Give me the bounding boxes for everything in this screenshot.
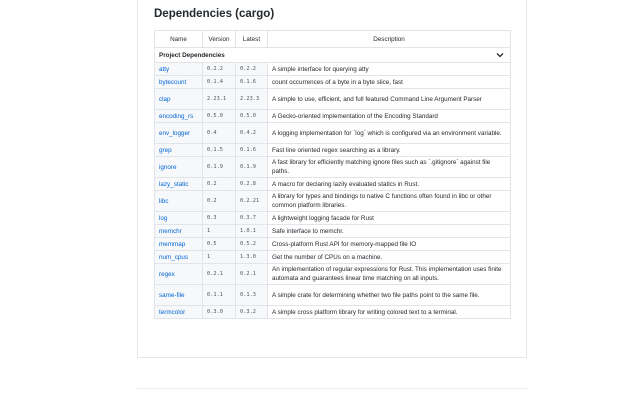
dependency-link[interactable]: memchr <box>159 227 182 235</box>
dependency-latest-version: 0.4.2 <box>236 123 268 144</box>
table-header-row <box>155 31 511 48</box>
table-row <box>155 144 511 157</box>
dependency-latest-version: 0.1.6 <box>236 76 268 89</box>
dependency-link[interactable]: termcolor <box>159 308 186 316</box>
table-row <box>155 306 511 319</box>
dependency-link[interactable]: env_logger <box>159 129 191 137</box>
dependency-name-cell <box>155 225 203 238</box>
dependency-link[interactable]: encoding_rs <box>159 112 194 120</box>
section-divider <box>137 388 527 389</box>
dependency-version: 0.5 <box>203 238 236 251</box>
dependency-link[interactable]: log <box>159 214 168 222</box>
dependency-name-cell <box>155 110 203 123</box>
dependency-description: Cross-platform Rust API for memory-mapped file IO <box>268 238 511 251</box>
dependency-description: A simple interface for querying atty <box>268 63 511 76</box>
dependency-version: 0.5.0 <box>203 110 236 123</box>
dependency-description: Get the number of CPUs on a machine. <box>268 251 511 264</box>
table-row <box>155 157 511 178</box>
dependency-version: 0.4 <box>203 123 236 144</box>
dependency-version: 0.2.1 <box>203 264 236 285</box>
dependency-latest-version: 0.2.21 <box>236 191 268 212</box>
dependency-link[interactable]: same-file <box>159 291 185 299</box>
dependency-description: count occurrences of a byte in a byte slice, fast <box>268 76 511 89</box>
dependency-link[interactable]: grep <box>159 146 172 154</box>
dependency-description: A fast library for efficiently matching ignore files such as `.gitignore` against file paths. <box>268 157 511 178</box>
dependency-name-cell <box>155 212 203 225</box>
column-header-description[interactable]: Description <box>268 31 511 48</box>
dependency-description: A logging implementation for `log` which is configured via an environment variable. <box>268 123 511 144</box>
dependency-name-cell <box>155 178 203 191</box>
dependency-version: 0.2.2 <box>203 63 236 76</box>
table-row <box>155 89 511 110</box>
dependency-version: 0.1.9 <box>203 157 236 178</box>
dependency-link[interactable]: bytecount <box>159 78 187 86</box>
dependency-link[interactable]: memmap <box>159 240 186 248</box>
dependency-description: A simple to use, efficient, and full featured Command Line Argument Parser <box>268 89 511 110</box>
table-row <box>155 238 511 251</box>
table-row <box>155 110 511 123</box>
dependency-version: 0.2 <box>203 178 236 191</box>
group-label: Project Dependencies <box>159 51 225 59</box>
table-row <box>155 225 511 238</box>
dependency-description: A Gecko-oriented implementation of the Encoding Standard <box>268 110 511 123</box>
dependency-link[interactable]: num_cpus <box>159 253 189 261</box>
table-row <box>155 191 511 212</box>
dependency-latest-version: 1.3.0 <box>236 251 268 264</box>
dependency-version: 1 <box>203 251 236 264</box>
dependency-latest-version: 0.1.6 <box>236 144 268 157</box>
dependency-name-cell <box>155 238 203 251</box>
dependency-description: Safe interface to memchr. <box>268 225 511 238</box>
dependency-description: A lightweight logging facade for Rust <box>268 212 511 225</box>
dependency-description: Fast line oriented regex searching as a library. <box>268 144 511 157</box>
dependency-name-cell <box>155 89 203 110</box>
dependency-version: 0.2 <box>203 191 236 212</box>
dependency-latest-version: 0.1.3 <box>236 285 268 306</box>
dependency-latest-version: 0.3.7 <box>236 212 268 225</box>
dependencies-table <box>154 30 511 319</box>
table-row <box>155 76 511 89</box>
dependency-name-cell <box>155 285 203 306</box>
table-row <box>155 285 511 306</box>
dependency-latest-version: 2.23.3 <box>236 89 268 110</box>
dependency-name-cell <box>155 264 203 285</box>
dependency-version: 2.23.1 <box>203 89 236 110</box>
dependency-latest-version: 0.2.1 <box>236 264 268 285</box>
dependency-link[interactable]: clap <box>159 95 171 103</box>
table-row <box>155 212 511 225</box>
dependency-latest-version: 1.0.1 <box>236 225 268 238</box>
dependency-version: 0.1.1 <box>203 285 236 306</box>
dependency-name-cell <box>155 76 203 89</box>
dependency-link[interactable]: atty <box>159 65 170 73</box>
table-row <box>155 178 511 191</box>
dependency-description: A simple cross platform library for writing colored text to a terminal. <box>268 306 511 319</box>
dependency-latest-version: 0.1.9 <box>236 157 268 178</box>
table-row <box>155 123 511 144</box>
dependency-name-cell <box>155 191 203 212</box>
dependency-description: A simple crate for determining whether two file paths point to the same file. <box>268 285 511 306</box>
dependency-version: 0.1.4 <box>203 76 236 89</box>
dependency-name-cell <box>155 144 203 157</box>
dependency-name-cell <box>155 251 203 264</box>
dependency-latest-version: 0.2.8 <box>236 178 268 191</box>
table-row <box>155 264 511 285</box>
dependency-name-cell <box>155 157 203 178</box>
dependency-link[interactable]: lazy_static <box>159 180 189 188</box>
column-header-latest[interactable]: Latest <box>236 31 268 48</box>
dependency-version: 0.1.5 <box>203 144 236 157</box>
dependency-name-cell <box>155 123 203 144</box>
dependency-name-cell <box>155 306 203 319</box>
table-row <box>155 251 511 264</box>
section-title: Dependencies (cargo) <box>154 8 275 20</box>
dependency-description: A macro for declaring lazily evaluated statics in Rust. <box>268 178 511 191</box>
chevron-down-icon[interactable] <box>495 50 505 60</box>
dependency-version: 0.3 <box>203 212 236 225</box>
table-row <box>155 63 511 76</box>
column-header-name[interactable]: Name <box>155 31 203 48</box>
dependency-latest-version: 0.3.2 <box>236 306 268 319</box>
dependency-latest-version: 0.2.2 <box>236 63 268 76</box>
group-row-project-dependencies[interactable] <box>155 48 511 63</box>
dependency-version: 0.3.0 <box>203 306 236 319</box>
dependency-description: An implementation of regular expressions for Rust. This implementation uses finite automata and guarantees linear time matching on all inputs. <box>268 264 511 285</box>
column-header-version[interactable]: Version <box>203 31 236 48</box>
dependency-version: 1 <box>203 225 236 238</box>
dependency-name-cell <box>155 63 203 76</box>
dependency-latest-version: 0.5.0 <box>236 110 268 123</box>
dependency-link[interactable]: libc <box>159 197 169 205</box>
dependency-link[interactable]: regex <box>159 270 175 278</box>
dependency-latest-version: 0.5.2 <box>236 238 268 251</box>
group-toggle[interactable] <box>155 48 511 63</box>
dependency-link[interactable]: ignore <box>159 163 177 171</box>
dependency-description: A library for types and bindings to native C functions often found in libc or other common platform libraries. <box>268 191 511 212</box>
